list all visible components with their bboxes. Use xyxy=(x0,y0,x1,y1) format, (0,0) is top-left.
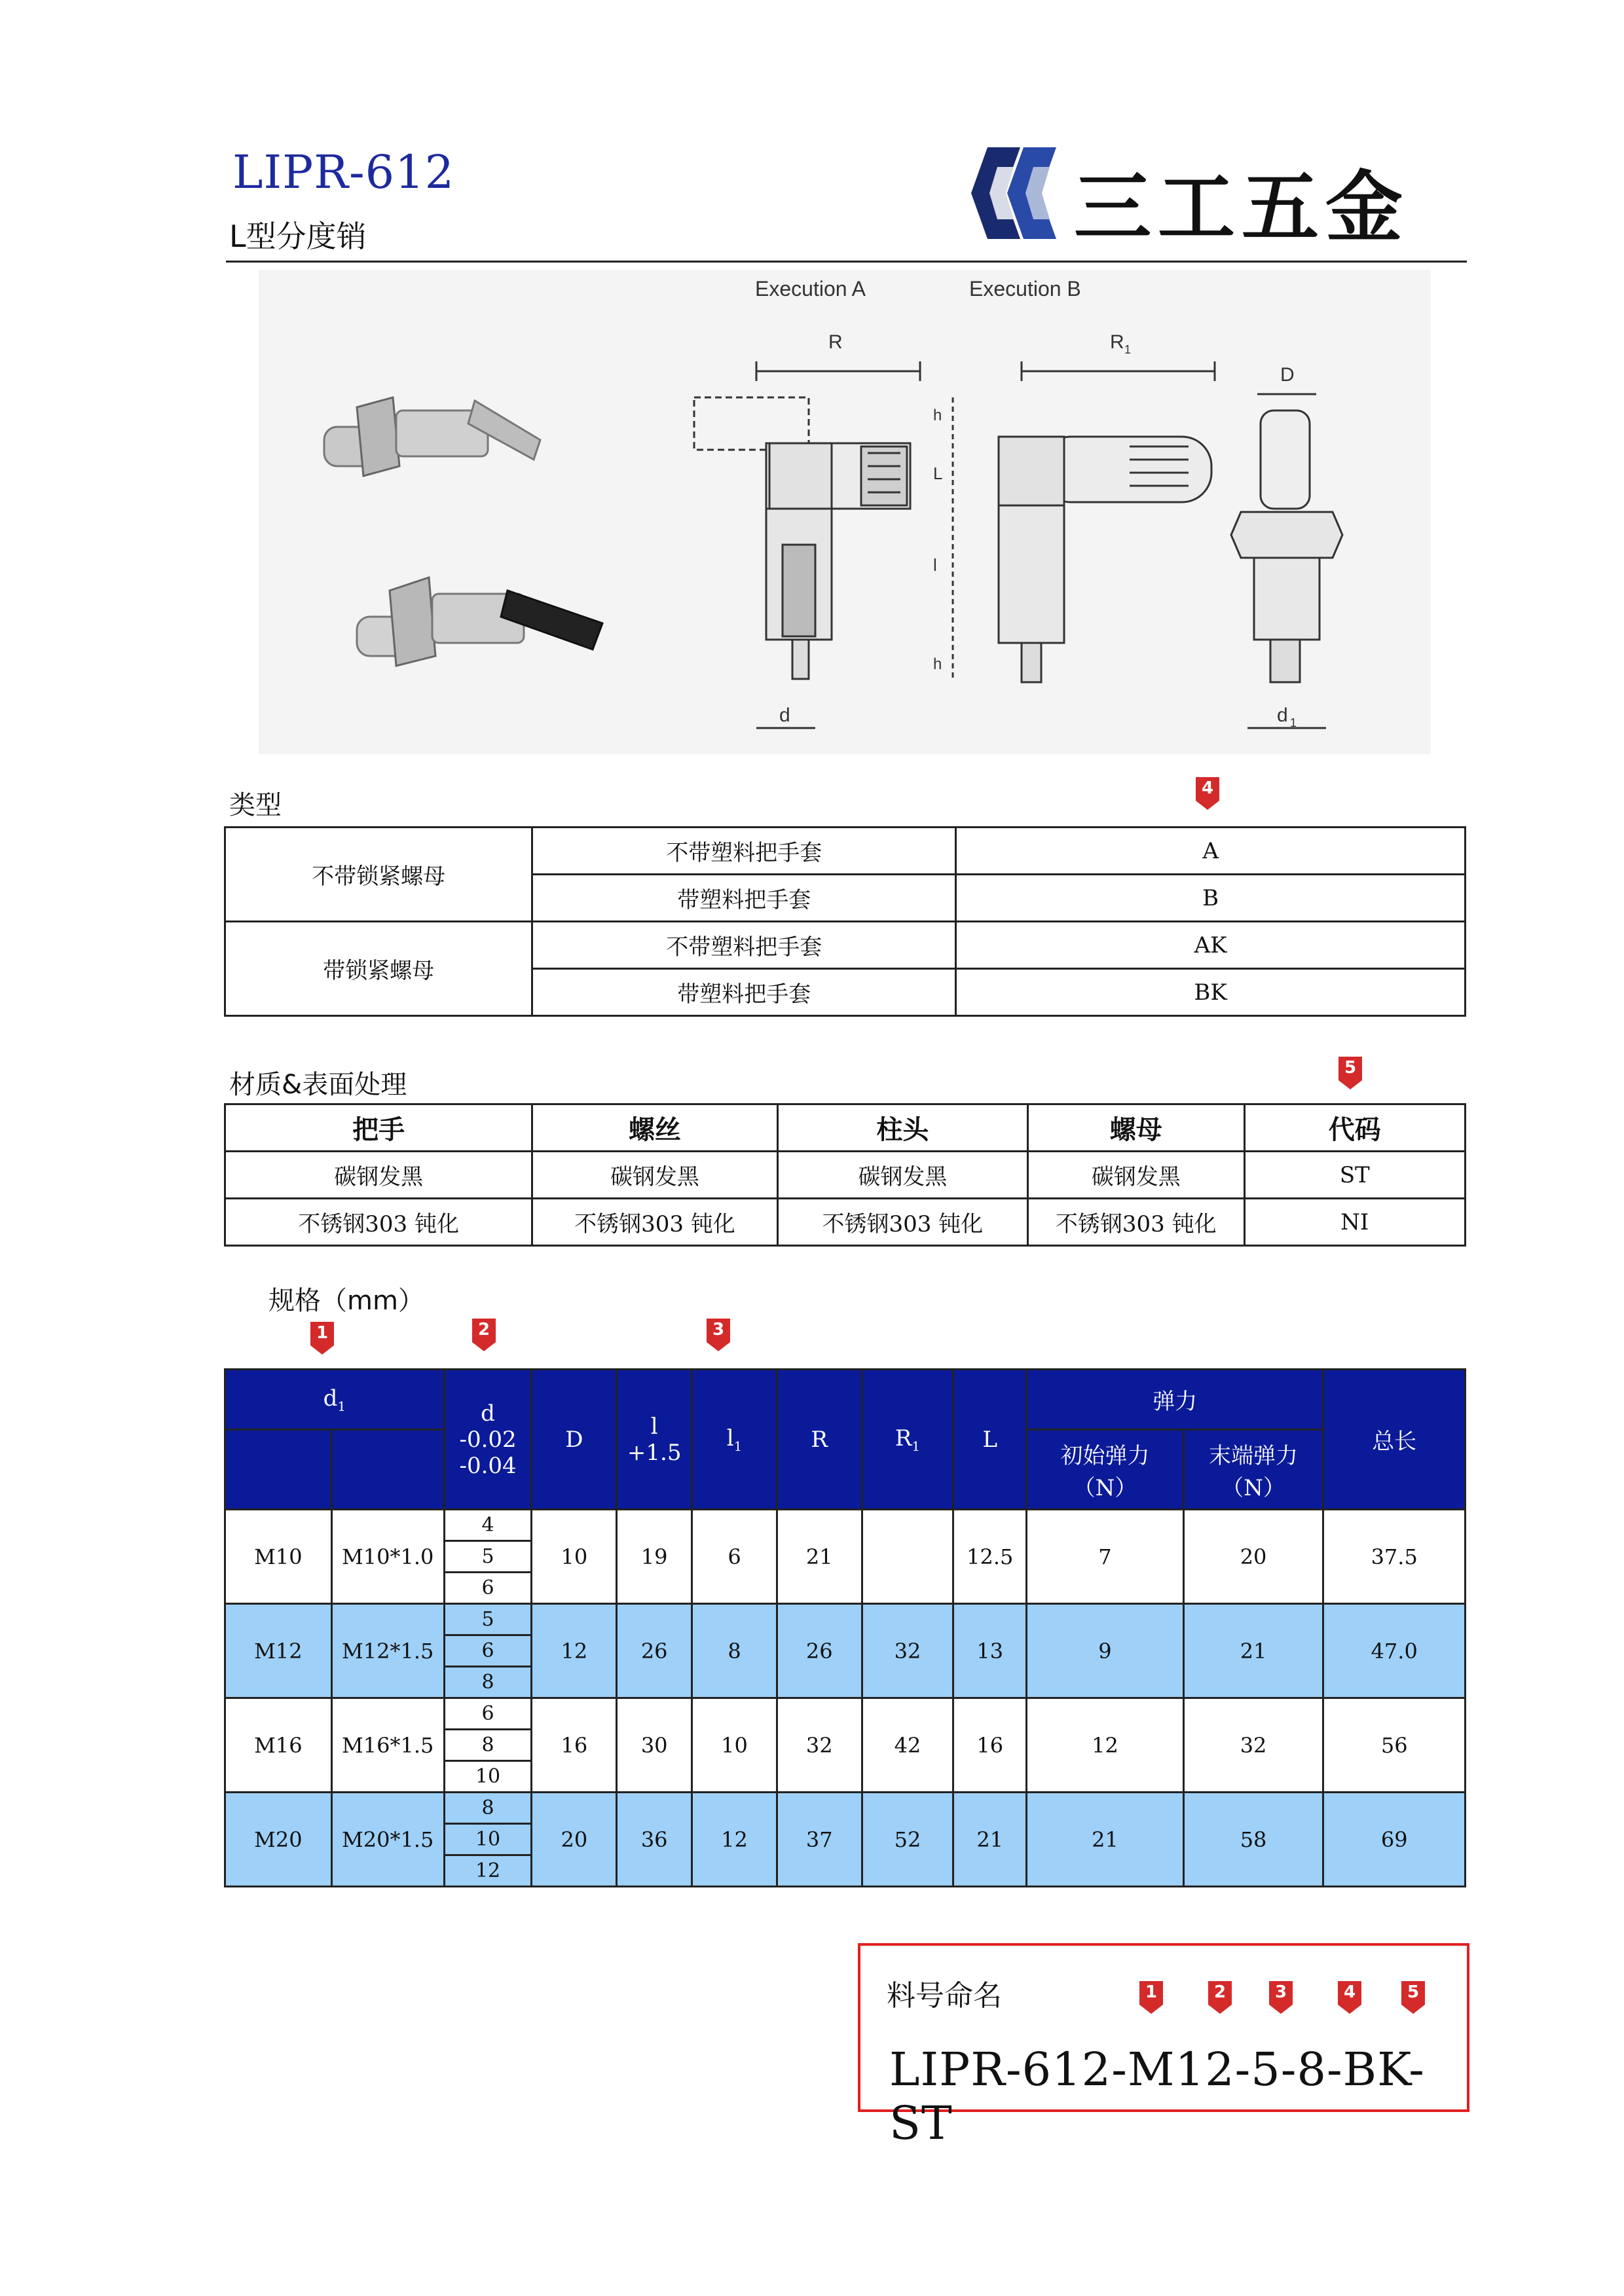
cell-l: 19 xyxy=(617,1510,692,1604)
type-code: BK xyxy=(956,969,1466,1016)
execution-a-label: Execution A xyxy=(755,277,866,301)
cell-D: 20 xyxy=(532,1793,617,1887)
cell-R: 32 xyxy=(777,1698,862,1793)
cell-total: 37.5 xyxy=(1323,1510,1466,1604)
marker-2-spec: 2 xyxy=(470,1316,498,1354)
dim-R1-label: R xyxy=(1110,331,1124,353)
side-view-drawing xyxy=(1231,394,1342,728)
cell-d: 5 xyxy=(444,1541,532,1573)
product-photo-with-grip xyxy=(357,577,602,666)
marker-3-order: 3 xyxy=(1266,1978,1295,2016)
dim-d-label: d xyxy=(779,704,790,726)
cell-D: 12 xyxy=(532,1604,617,1698)
cell-d: 8 xyxy=(444,1793,532,1824)
type-code: A xyxy=(956,828,1466,875)
marker-1-order: 1 xyxy=(1137,1978,1166,2016)
type-group-without-nut: 不带锁紧螺母 xyxy=(225,828,532,922)
cell-D: 10 xyxy=(532,1510,617,1604)
header-divider xyxy=(226,261,1467,263)
cell-L: 12.5 xyxy=(953,1510,1027,1604)
material-code: ST xyxy=(1244,1152,1465,1199)
execution-a-drawing xyxy=(694,361,953,728)
header-D: D xyxy=(532,1370,617,1510)
cell-l1: 10 xyxy=(692,1698,777,1793)
cell-total: 56 xyxy=(1323,1698,1466,1793)
type-desc: 不带塑料把手套 xyxy=(532,828,956,875)
type-group-with-nut: 带锁紧螺母 xyxy=(225,922,532,1016)
product-photo-plain xyxy=(324,397,540,476)
cell-l: 36 xyxy=(617,1793,692,1887)
cell-D: 16 xyxy=(532,1698,617,1793)
dim-h-label-bottom: h xyxy=(933,655,942,673)
dim-d1-label: d xyxy=(1277,704,1288,726)
dim-d1-subscript: 1 xyxy=(1290,716,1297,729)
cell-d1-thread: M10*1.0 xyxy=(331,1510,444,1604)
material-code: NI xyxy=(1244,1199,1465,1246)
cell-d1-size: M20 xyxy=(225,1793,332,1887)
execution-b-drawing xyxy=(999,361,1215,682)
cell-d1-size: M16 xyxy=(225,1698,332,1793)
header-L: L xyxy=(953,1370,1027,1510)
header-total: 总长 xyxy=(1323,1370,1466,1510)
dim-L-label: L xyxy=(933,464,943,483)
spec-row xyxy=(225,1698,1466,1730)
cell-d: 6 xyxy=(444,1698,532,1730)
material-cell: 碳钢发黑 xyxy=(225,1152,532,1199)
cell-R1: 52 xyxy=(862,1793,953,1887)
cell-d: 4 xyxy=(444,1510,532,1541)
cell-init: 12 xyxy=(1027,1698,1184,1793)
cell-d: 10 xyxy=(444,1824,532,1855)
material-cell: 碳钢发黑 xyxy=(777,1152,1027,1199)
header-spring-final: 末端弹力 （N） xyxy=(1183,1430,1323,1510)
cell-d1-thread: M16*1.5 xyxy=(331,1698,444,1793)
product-subtitle: L型分度销 xyxy=(229,219,367,254)
material-cell: 不锈钢303 钝化 xyxy=(1028,1199,1244,1246)
cell-R: 26 xyxy=(777,1604,862,1698)
spec-row xyxy=(225,1604,1466,1635)
marker-3-spec: 3 xyxy=(704,1316,733,1354)
header-d1: $d_1$ xyxy=(225,1370,445,1430)
material-cell: 不锈钢303 钝化 xyxy=(532,1199,777,1246)
material-cell: 不锈钢303 钝化 xyxy=(225,1199,532,1246)
cell-L: 21 xyxy=(953,1793,1027,1887)
type-desc: 带塑料把手套 xyxy=(532,969,956,1016)
cell-R: 37 xyxy=(777,1793,862,1887)
material-cell: 碳钢发黑 xyxy=(532,1152,777,1199)
cell-l1: 12 xyxy=(692,1793,777,1887)
type-code: B xyxy=(956,875,1466,922)
material-table xyxy=(224,1103,1466,1247)
material-section-label: 材质&表面处理 xyxy=(229,1070,407,1100)
cell-d1-thread: M12*1.5 xyxy=(331,1604,444,1698)
cell-d: 8 xyxy=(444,1667,532,1698)
spec-section-label: 规格（mm） xyxy=(268,1286,424,1316)
spec-table xyxy=(224,1368,1466,1887)
cell-R1: 42 xyxy=(862,1698,953,1793)
material-cell: 碳钢发黑 xyxy=(1028,1152,1244,1199)
marker-4-order: 4 xyxy=(1335,1978,1364,2016)
brand-name: 三工五金 xyxy=(1074,162,1410,253)
cell-L: 16 xyxy=(953,1698,1027,1793)
cell-init: 21 xyxy=(1027,1793,1184,1887)
cell-d1-size: M12 xyxy=(225,1604,332,1698)
marker-5-material: 5 xyxy=(1336,1054,1365,1092)
cell-d1-size: M10 xyxy=(225,1510,332,1604)
technical-drawing xyxy=(259,270,1431,754)
product-drawing xyxy=(259,270,1431,754)
cell-end: 20 xyxy=(1183,1510,1323,1604)
dim-D-label: D xyxy=(1280,364,1295,386)
cell-d: 6 xyxy=(444,1573,532,1604)
header-l1: $l_1$ xyxy=(692,1370,777,1510)
header-d1-blank xyxy=(225,1430,332,1510)
marker-5-order: 5 xyxy=(1399,1978,1428,2016)
header-spring: 弹力 xyxy=(1027,1370,1323,1430)
cell-R1: 32 xyxy=(862,1604,953,1698)
header-l: l +1.5 xyxy=(617,1370,692,1510)
type-desc: 带塑料把手套 xyxy=(532,875,956,922)
cell-R: 21 xyxy=(777,1510,862,1604)
type-code: AK xyxy=(956,922,1466,969)
material-header: 柱头 xyxy=(777,1104,1027,1152)
header-R: R xyxy=(777,1370,862,1510)
material-header: 把手 xyxy=(225,1104,532,1152)
cell-L: 13 xyxy=(953,1604,1027,1698)
dim-h-label-top: h xyxy=(933,407,942,424)
header-R1: $R_1$ xyxy=(862,1370,953,1510)
order-code-label: 料号命名 xyxy=(887,1979,1002,2013)
cell-total: 69 xyxy=(1323,1793,1466,1887)
order-code-example: LIPR-612-M12-5-8-BK-ST xyxy=(889,2043,1425,2150)
order-code-box xyxy=(858,1943,1469,2150)
cell-d: 10 xyxy=(444,1761,532,1793)
cell-init: 7 xyxy=(1027,1510,1184,1604)
cell-d: 5 xyxy=(444,1604,532,1635)
spec-body xyxy=(225,1510,1466,1887)
header-spring-initial: 初始弹力 （N） xyxy=(1027,1430,1184,1510)
cell-end: 32 xyxy=(1183,1698,1323,1793)
cell-end: 21 xyxy=(1183,1604,1323,1698)
spec-row xyxy=(225,1510,1466,1541)
header-d1-blank xyxy=(331,1430,444,1510)
type-section-label: 类型 xyxy=(229,790,282,820)
cell-d1-thread: M20*1.5 xyxy=(331,1793,444,1887)
product-title: LIPR-612 xyxy=(232,145,455,199)
material-header: 代码 xyxy=(1244,1104,1465,1152)
dim-l-label: l xyxy=(933,555,937,575)
dim-R-label: R xyxy=(828,331,843,353)
type-desc: 不带塑料把手套 xyxy=(532,922,956,969)
dim-R1-subscript: 1 xyxy=(1124,343,1132,356)
material-cell: 不锈钢303 钝化 xyxy=(777,1199,1027,1246)
cell-init: 9 xyxy=(1027,1604,1184,1698)
spec-row xyxy=(225,1793,1466,1824)
type-table xyxy=(224,826,1466,1017)
cell-d: 12 xyxy=(444,1855,532,1887)
material-header: 螺丝 xyxy=(532,1104,777,1152)
cell-l1: 8 xyxy=(692,1604,777,1698)
brand-logo-mark xyxy=(968,141,1073,246)
cell-end: 58 xyxy=(1183,1793,1323,1887)
execution-b-label: Execution B xyxy=(969,277,1081,301)
header-d: d -0.02 -0.04 xyxy=(444,1370,532,1510)
cell-d: 6 xyxy=(444,1635,532,1667)
marker-2-order: 2 xyxy=(1206,1978,1234,2016)
material-header: 螺母 xyxy=(1028,1104,1244,1152)
marker-1-spec: 1 xyxy=(308,1319,337,1357)
cell-total: 47.0 xyxy=(1323,1604,1466,1698)
cell-l: 30 xyxy=(617,1698,692,1793)
cell-l: 26 xyxy=(617,1604,692,1698)
marker-4-type: 4 xyxy=(1193,774,1222,812)
cell-l1: 6 xyxy=(692,1510,777,1604)
cell-R1 xyxy=(862,1510,953,1604)
cell-d: 8 xyxy=(444,1730,532,1761)
